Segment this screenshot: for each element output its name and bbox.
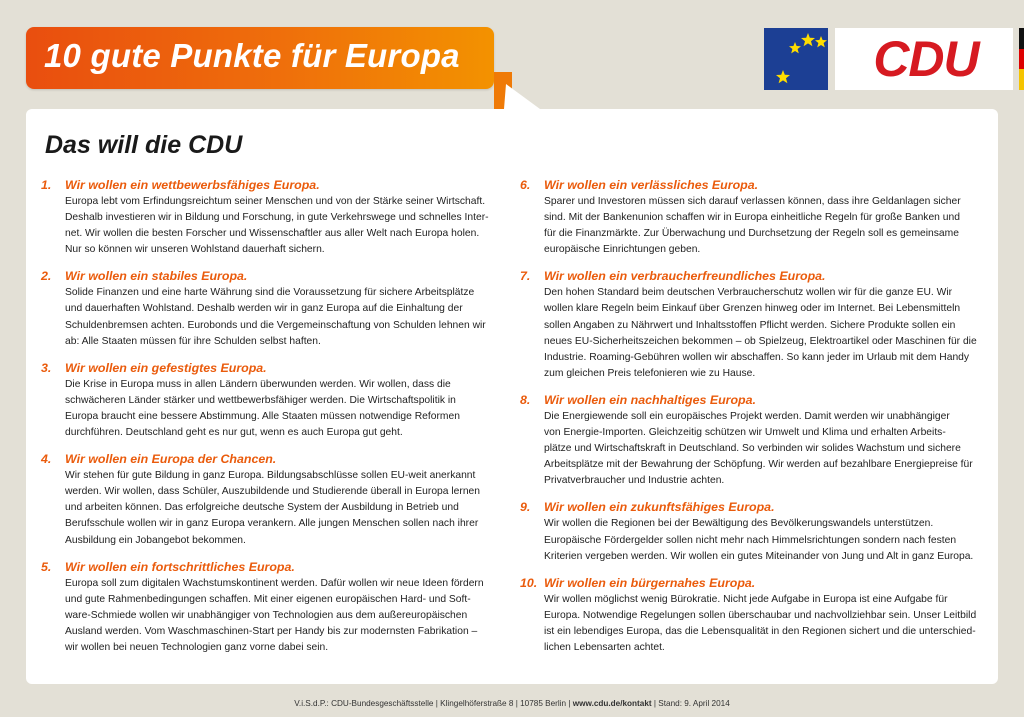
- text-line: Europäische Fördergelder sollen nicht mehr nach Himmelsrichtungen sondern nach festen: [544, 534, 957, 546]
- point-item: [41, 361, 511, 441]
- text-line: Kriterien vergeben werden. Wir wollen ein gutes Miteinander von Jung und Alt in ganz Europa.: [544, 550, 974, 562]
- text-line: und arbeiten können. Das erfolgreiche deutsche System der Ausbildung in Betrieb und: [65, 502, 459, 514]
- point-number: 7.: [520, 269, 531, 284]
- point-title: Wir wollen ein verlässliches Europa.: [544, 178, 759, 192]
- eu-flag-icon: [764, 28, 828, 90]
- text-line: zum gleichen Preis telefonieren wie zu Hause.: [544, 367, 756, 379]
- point-number: 2.: [41, 269, 52, 284]
- text-line: Industrie. Roaming-Gebühren wollen wir abschaffen. So kann jeder im Urlaub mit dem Handy: [544, 351, 970, 363]
- point-text: [544, 194, 985, 258]
- point-title: Wir wollen ein Europa der Chancen.: [65, 452, 277, 467]
- text-line: Sparer und Investoren müssen sich darauf verlassen können, dass ihre Geldanlagen sicher: [544, 196, 961, 207]
- text-line: Ausland werden. Vom Waschmaschinen-Start per Handy bis zur modernsten Fabrikation –: [65, 625, 478, 637]
- point-title: Wir wollen ein wettbewerbsfähiges Europa.: [65, 178, 320, 192]
- text-line: lichen Lebensarten achtet.: [544, 641, 665, 653]
- text-line: Europa soll zum digitalen Wachstumskontinent werden. Dafür wollen wir neue Ideen fördern: [65, 577, 484, 589]
- text-line: Schuldenbremsen achten. Eurobonds und die Vergemeinschaftung von Schulden lehnen wir: [65, 319, 486, 331]
- point-item: [41, 452, 511, 548]
- point-number: 6.: [520, 178, 531, 192]
- text-line: ab: Alle Staaten müssen für ihre Schulden selbst haften.: [65, 335, 321, 347]
- point-text: [65, 468, 511, 548]
- point-text: [65, 194, 511, 258]
- content-panel: [26, 109, 998, 684]
- text-line: Europa. Notwendige Regelungen sollen überschaubar und nachvollziehbar sein. Unser Leitbild: [544, 609, 977, 621]
- point-number: 5.: [41, 559, 52, 574]
- text-line: Die Energiewende soll ein europäisches Projekt werden. Damit werden wir unabhängiger: [544, 410, 950, 422]
- text-line: Privatverbraucher und Industrie achten.: [544, 475, 725, 487]
- point-title: Wir wollen ein verbraucherfreundliches Europa.: [544, 269, 826, 284]
- text-line: und gute Rahmenbedingungen schaffen. Mit einer eigenen europäischen Hard- und Soft-: [65, 593, 471, 605]
- point-title: Wir wollen ein fortschrittliches Europa.: [65, 559, 295, 574]
- text-line: sind. Mit der Bankenunion schaffen wir in Europa einheitliche Regeln für große Banken und: [544, 212, 960, 224]
- text-line: Solide Finanzen und eine harte Währung sind die Voraussetzung für sichere Arbeitsplätze: [65, 287, 475, 299]
- text-line: Die Krise in Europa muss in allen Ländern überwunden werden. Wir wollen, dass die: [65, 378, 451, 390]
- header-banner: [26, 27, 494, 89]
- footer-date: | Stand: 9. April 2014: [651, 699, 730, 708]
- german-flag-stripe: [1019, 28, 1024, 90]
- text-line: Europa lebt vom Erfindungsreichtum seiner Menschen und von der Stärke seiner Wirtschaft.: [65, 196, 486, 207]
- text-line: Europa braucht eine bessere Abstimmung. Alle Staaten müssen notwendige Reformen: [65, 410, 460, 422]
- text-line: Nur so können wir unseren Wohlstand dauerhaft sichern.: [65, 244, 325, 256]
- text-line: Wir stehen für gute Bildung in ganz Europa. Bildungsabschlüsse sollen EU-weit anerkannt: [65, 470, 476, 482]
- points-column-left: [41, 178, 511, 667]
- point-text: [544, 516, 985, 564]
- text-line: ist ein lebendiges Europa, das die Lebensqualität in den Regionen sichert und die unterschied-: [544, 625, 976, 637]
- text-line: neues EU-Sicherheitszeichen bekommen – ob Spielzeug, Elektroartikel oder Maschinen für die: [544, 335, 977, 347]
- point-title: Wir wollen ein zukunftsfähiges Europa.: [544, 500, 775, 515]
- text-line: schwächeren Länder stärker und wettbewerbsfähiger werden. Die Wirtschaftspolitik in: [65, 394, 456, 406]
- point-text: [544, 592, 985, 656]
- point-title: Wir wollen ein bürgernahes Europa.: [544, 575, 756, 590]
- speech-bubble-tail: [494, 72, 546, 112]
- text-line: für die Finanzmärkte. Zur Überwachung und Durchsetzung der Regeln soll es gemeinsame: [544, 228, 959, 240]
- point-title: Wir wollen ein gefestigtes Europa.: [65, 360, 267, 375]
- text-line: und dauerhaften Wohlstand. Deshalb werden wir in ganz Europa auf die Einhaltung der: [65, 303, 463, 315]
- point-text: [544, 285, 985, 382]
- text-line: Arbeitsplätze mit der Bewahrung der Schöpfung. Wir werden auf bezahlbare Energiepreise für: [544, 459, 973, 471]
- section-heading: Das will die CDU: [45, 131, 243, 159]
- point-number: 1.: [41, 178, 52, 192]
- text-line: sollen Angaben zu Nährwert und Inhaltsstoffen Pflicht werden. Sichere Produkte sollen ein: [544, 319, 956, 331]
- footer-link[interactable]: www.cdu.de/kontakt: [572, 699, 652, 708]
- point-text: [65, 576, 511, 656]
- point-title: Wir wollen ein stabiles Europa.: [65, 269, 248, 284]
- point-text: [544, 409, 985, 489]
- point-item: [41, 178, 511, 258]
- text-line: wollen klare Regeln beim Einkauf über Grenzen hinweg oder im Internet. Bei Lebensmitteln: [544, 303, 961, 315]
- point-item: [520, 393, 985, 489]
- text-line: Wir wollen möglichst wenig Bürokratie. Nicht jede Aufgabe in Europa ist eine Aufgabe für: [544, 593, 948, 605]
- text-line: durchführen. Deutschland geht es nur gut, wenn es auch Europa gut geht.: [65, 427, 403, 439]
- cdu-logo-text: CDU: [873, 31, 979, 87]
- point-number: 3.: [41, 360, 52, 375]
- page-title: 10 gute Punkte für Europa: [44, 37, 460, 74]
- point-number: 10.: [520, 575, 538, 590]
- text-line: Ausbildung ein Jobangebot bekommen.: [65, 534, 246, 546]
- text-line: werden. Wir wollen, dass Schüler, Auszubildende und Studierende überall in Europa lernen: [65, 486, 480, 498]
- text-line: Deshalb investieren wir in Bildung und Forschung, in gute Verkehrswege und schnelles Inter-: [65, 212, 489, 224]
- points-column-right: [520, 178, 985, 667]
- text-line: Wir wollen die Regionen bei der Bewältigung des Bevölkerungswandels unterstützen.: [544, 518, 934, 530]
- point-item: [520, 576, 985, 656]
- point-item: [41, 560, 511, 656]
- text-line: ware-Schmiede wollen wir unabhängiger von Technologien aus dem außereuropäischen: [65, 609, 468, 621]
- point-item: [41, 269, 511, 349]
- point-number: 9.: [520, 500, 531, 515]
- point-text: [65, 285, 511, 349]
- text-line: von Energie-Importen. Gleichzeitig schützen wir Umwelt und Klima und erhalten Arbeits-: [544, 427, 946, 439]
- text-line: net. Wir wollen die besten Forscher und Wissenschaftler aus aller Welt nach Europa holen.: [65, 228, 480, 240]
- point-number: 4.: [41, 452, 52, 467]
- text-line: Den hohen Standard beim deutschen Verbraucherschutz wollen wir für die ganze EU. Wir: [544, 287, 953, 299]
- point-item: [520, 178, 985, 258]
- text-line: europäische Einrichtungen geben.: [544, 244, 701, 256]
- point-title: Wir wollen ein nachhaltiges Europa.: [544, 392, 756, 407]
- footer-address: V.i.S.d.P.: CDU-Bundesgeschäftsstelle | Klingelhöferstraße 8 | 10785 Berlin |: [294, 699, 573, 708]
- logo-area: [757, 24, 1024, 94]
- point-item: [520, 500, 985, 564]
- footer-imprint: [0, 699, 1024, 708]
- text-line: Berufsschule wollen wir in ganz Europa verankern. Alle jungen Menschen sollen nach ihrer: [65, 518, 479, 530]
- text-line: wir wollen bei neuen Technologien ganz vorne dabei sein.: [65, 641, 329, 653]
- point-number: 8.: [520, 392, 531, 407]
- cdu-logo: [835, 28, 1013, 90]
- point-item: [520, 269, 985, 382]
- text-line: plätze und Wirtschaftskraft in Deutschland. So verbinden wir solides Wachstum und sichere: [544, 443, 961, 455]
- point-text: [65, 377, 511, 441]
